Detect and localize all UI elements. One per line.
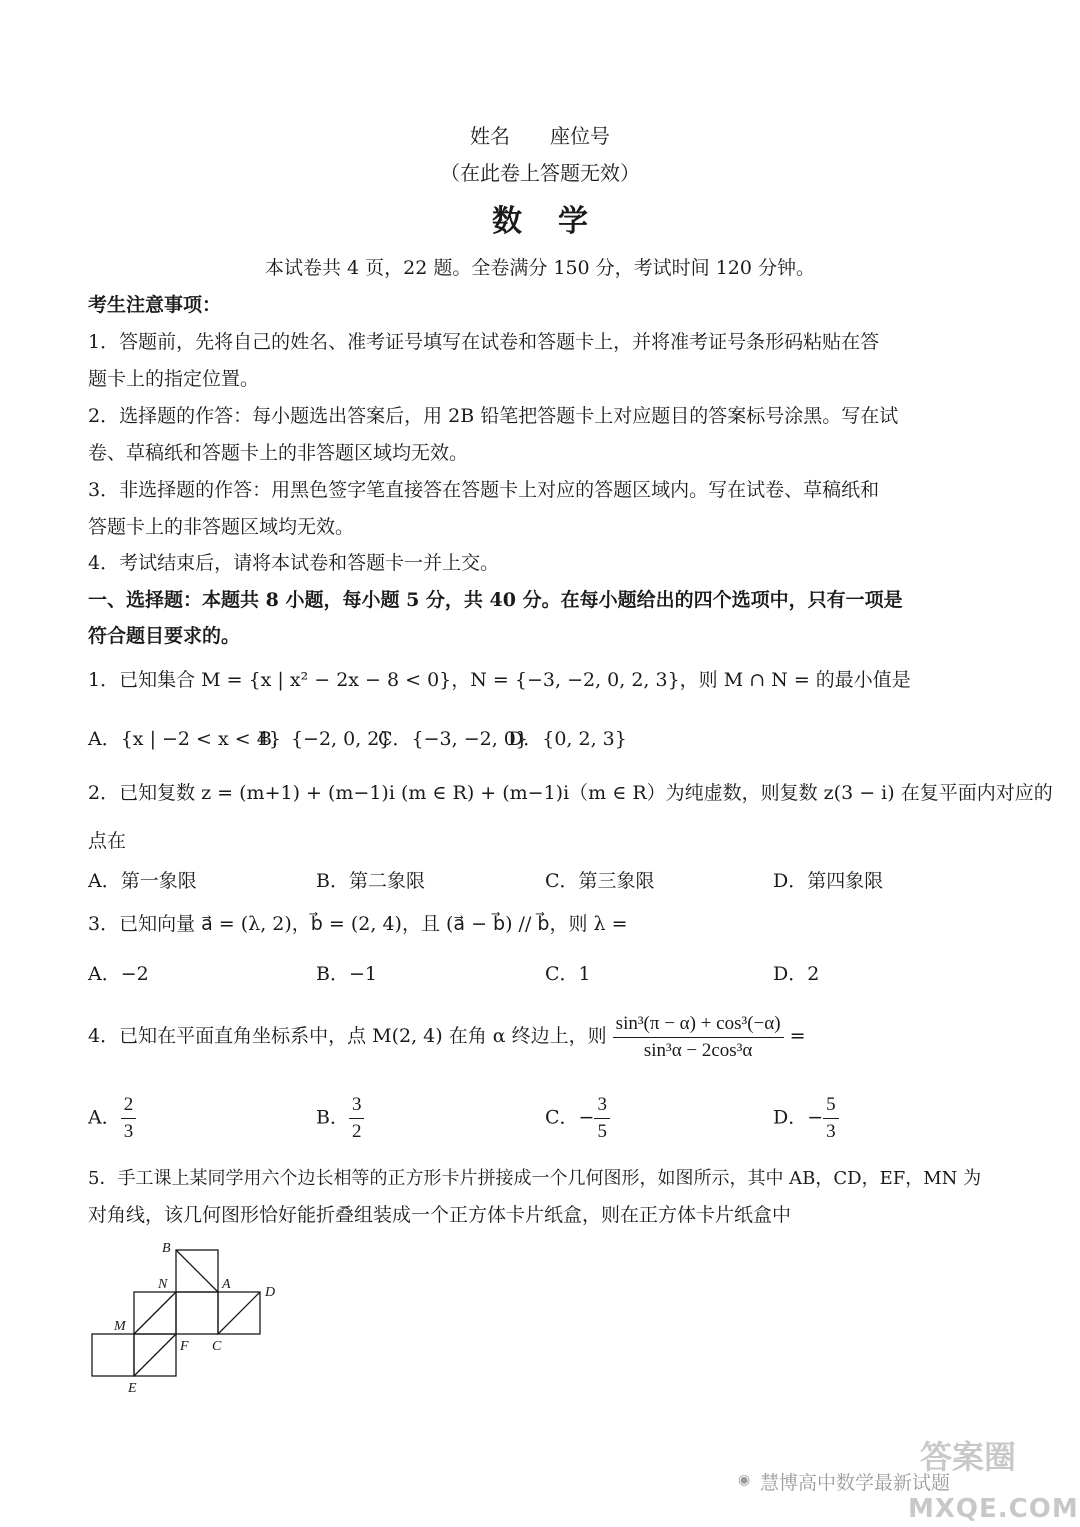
label-f: F xyxy=(180,1339,189,1354)
question-3-stem: 3．已知向量 a⃗ = (λ, 2)，b⃗ = (2, 4)，且 (a⃗ − b⃗) // b⃗，则 λ = xyxy=(88,913,628,935)
q4-expression xyxy=(613,1011,784,1064)
watermark-text: 慧博高中数学最新试题 xyxy=(760,1472,951,1494)
q4-numerator: sin³(π − α) + cos³(−α) xyxy=(613,1011,784,1038)
label-m: M xyxy=(114,1319,126,1334)
q4-option-den: 3 xyxy=(826,1121,836,1142)
watermark-site: MXQE.COM xyxy=(908,1494,1079,1524)
notice-heading: 考生注意事项： xyxy=(88,294,222,316)
q4-stem-text: 4．已知在平面直角坐标系中，点 M(2, 4) 在角 α 终边上，则 xyxy=(88,1025,607,1047)
diagonal-ef xyxy=(134,1334,176,1376)
q2-option-d: D．第四象限 xyxy=(773,870,884,892)
label-e: E xyxy=(128,1381,137,1396)
q4-denominator: sin³α − 2cos³α xyxy=(643,1039,753,1061)
watermark-brand: 答案圈 xyxy=(920,1438,1017,1476)
q1-option-d: D．{0, 2, 3} xyxy=(508,728,627,750)
subject-title: 数学 xyxy=(492,204,624,239)
question-4-stem xyxy=(88,1008,1000,1064)
q4-option-a xyxy=(88,1092,136,1145)
question-1-stem: 1．已知集合 M = {x | x² − 2x − 8 < 0}，N = {−3, −2, 0, 2, 3}，则 M ∩ N = 的最小值是 xyxy=(88,669,911,691)
q3-option-d: D．2 xyxy=(773,963,820,985)
notice-line: 3．非选择题的作答：用黑色签字笔直接答在答题卡上对应的答题区域内。写在试卷、草稿纸和 xyxy=(88,479,880,501)
q4-option-den: 2 xyxy=(351,1121,362,1142)
q4-option-num: 3 xyxy=(349,1092,365,1119)
q2-option-c: C．第三象限 xyxy=(545,870,655,892)
diagonal-cd xyxy=(218,1292,260,1334)
notice-line: 卷、草稿纸和答题卡上的非答题区域均无效。 xyxy=(88,442,469,464)
q4-option-label: D． xyxy=(773,1106,808,1129)
name-seat-line: 姓名 座位号 xyxy=(470,124,610,148)
question-2-stem: 2．已知复数 z = (m+1) + (m−1)i (m ∈ R) + (m−1)i（m ∈ R）为纯虚数，则复数 z(3 − i) 在复平面内对应的 xyxy=(88,782,1053,804)
notice-line: 1．答题前，先将自己的姓名、准考证号填写在试卷和答题卡上，并将准考证号条形码粘贴在答 xyxy=(88,331,880,353)
label-b: B xyxy=(162,1241,171,1256)
q1-option-a: A．{x | −2 < x < 4} xyxy=(88,728,281,750)
q4-option-b xyxy=(316,1092,364,1145)
section-heading: 一、选择题：本题共 8 小题，每小题 5 分，共 40 分。在每小题给出的四个选项中，只有一项是 xyxy=(88,589,903,611)
q3-option-b: B．−1 xyxy=(316,963,377,985)
label-c: C xyxy=(212,1339,222,1354)
diagonal-mn xyxy=(134,1292,176,1334)
notice-line: 4．考试结束后，请将本试卷和答题卡一并上交。 xyxy=(88,552,500,574)
q1-option-c: C．{−3, −2, 0} xyxy=(378,728,528,750)
q4-option-sign: − xyxy=(578,1106,595,1129)
net-square xyxy=(176,1292,218,1334)
notice-line: 2．选择题的作答：每小题选出答案后，用 2B 铅笔把答题卡上对应题目的答案标号涂黑。写在试 xyxy=(88,405,899,427)
q2-option-a: A．第一象限 xyxy=(88,870,197,892)
q1-option-b: B．{−2, 0, 2} xyxy=(258,728,392,750)
q4-option-den: 5 xyxy=(597,1121,607,1142)
exam-info: 本试卷共 4 页，22 题。全卷满分 150 分，考试时间 120 分钟。 xyxy=(264,257,816,279)
q4-option-label: C． xyxy=(545,1106,579,1129)
diagonal-ab xyxy=(176,1250,218,1292)
cube-net-figure xyxy=(80,1236,300,1401)
label-d: D xyxy=(265,1285,276,1300)
q4-option-num: 5 xyxy=(823,1092,839,1119)
q4-equals: = xyxy=(789,1025,806,1047)
wechat-icon: ◉ xyxy=(738,1472,751,1488)
net-square xyxy=(92,1334,134,1376)
q4-option-num: 2 xyxy=(121,1092,137,1119)
q4-option-label: A． xyxy=(88,1106,121,1129)
q4-option-c xyxy=(545,1092,610,1145)
question-5-stem-cont: 对角线，该几何图形恰好能折叠组装成一个正方体卡片纸盒，则在正方体卡片纸盒中 xyxy=(88,1204,792,1226)
question-2-stem-cont: 点在 xyxy=(88,830,127,852)
q4-option-num: 3 xyxy=(594,1092,610,1119)
invalid-note: （在此卷上答题无效） xyxy=(440,161,640,185)
q4-option-d xyxy=(773,1092,839,1145)
label-a: A xyxy=(222,1277,231,1292)
question-5-stem: 5．手工课上某同学用六个边长相等的正方形卡片拼接成一个几何图形，如图所示，其中 AB，CD，EF，MN 为 xyxy=(88,1168,982,1189)
notice-line: 答题卡上的非答题区域均无效。 xyxy=(88,516,355,538)
q4-option-den: 3 xyxy=(123,1121,134,1142)
section-heading-cont: 符合题目要求的。 xyxy=(88,625,241,647)
q4-option-sign: − xyxy=(807,1106,824,1129)
notice-line: 题卡上的指定位置。 xyxy=(88,368,260,390)
q3-option-a: A．−2 xyxy=(88,963,149,985)
q4-option-label: B． xyxy=(316,1106,349,1129)
q2-option-b: B．第二象限 xyxy=(316,870,425,892)
q3-option-c: C．1 xyxy=(545,963,591,985)
label-n: N xyxy=(158,1277,168,1292)
